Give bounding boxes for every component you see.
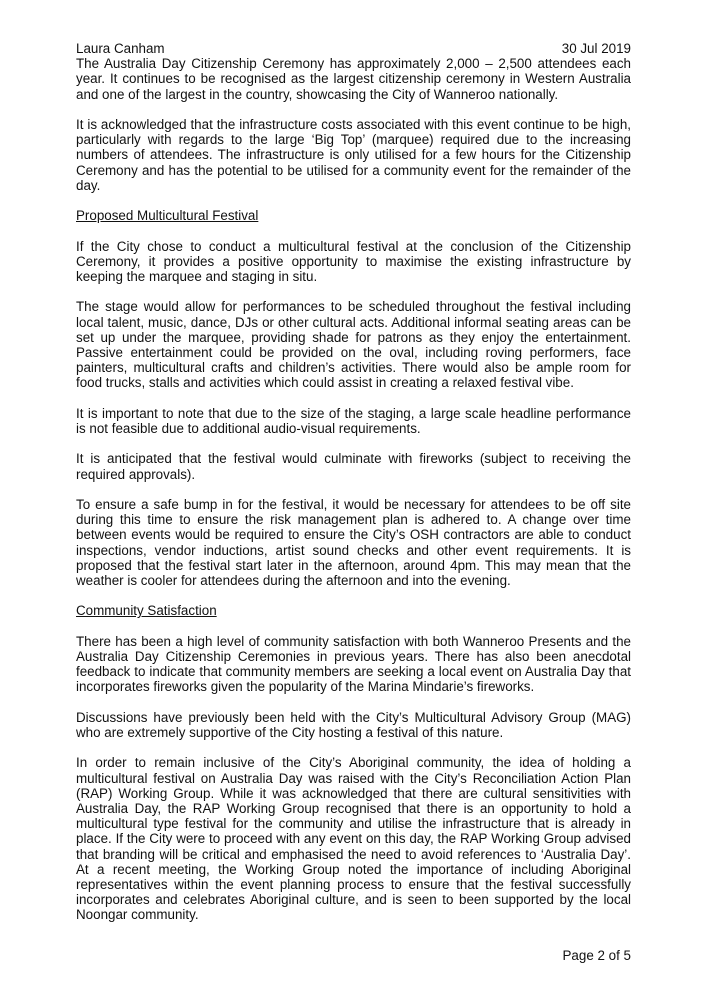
paragraph-fireworks: It is anticipated that the festival would culminate with fireworks (subject to receiving the required approvals).	[76, 451, 631, 482]
paragraph-festival-opportunity: If the City chose to conduct a multicultural festival at the conclusion of the Citizenship Ceremony, it provides a positive opportunity to maximise the existing infrastructure by keeping the marquee and staging in situ.	[76, 238, 631, 284]
page-header	[76, 41, 631, 56]
paragraph-multicultural-advisory-group: Discussions have previously been held with the City’s Multicultural Advisory Group (MAG) who are extremely supportive of the City hosting a festival of this nature.	[76, 709, 631, 740]
paragraph-infrastructure-costs: It is acknowledged that the infrastructure costs associated with this event continue to be high, particularly with regards to the large ‘Big Top’ (marquee) required due to the increasing numbers of attendees. The infrastructure is only utilised for a few hours for the Citizenship Ceremony and has the potential to be utilised for a community event for the remainder of the day.	[76, 117, 631, 193]
section-heading-multicultural-festival: Proposed Multicultural Festival	[76, 208, 259, 224]
header-author: Laura Canham	[76, 41, 165, 56]
document-page	[76, 41, 631, 938]
page-number: Page 2 of 5	[562, 948, 631, 963]
paragraph-bump-in: To ensure a safe bump in for the festival, it would be necessary for attendees to be off site during this time to ensure the risk management plan is adhered to. A change over time between events would be required to ensure the City’s OSH contractors are able to conduct inspections, vendor inductions, artist sound checks and other event requirements. It is proposed that the festival start later in the afternoon, around 4pm. This may mean that the weather is cooler for attendees during the afternoon and into the evening.	[76, 496, 631, 588]
paragraph-attendance: The Australia Day Citizenship Ceremony has approximately 2,000 – 2,500 attendees each year. It continues to be recognised as the largest citizenship ceremony in Western Australia and one of the largest in the country, showcasing the City of Wanneroo nationally.	[76, 56, 631, 102]
paragraph-headline-performance: It is important to note that due to the size of the staging, a large scale headline performance is not feasible due to additional audio-visual requirements.	[76, 405, 631, 436]
header-date: 30 Jul 2019	[561, 41, 631, 56]
section-heading-community-satisfaction: Community Satisfaction	[76, 603, 217, 619]
paragraph-aboriginal-community: In order to remain inclusive of the City’s Aboriginal community, the idea of holding a multicultural festival on Australia Day was raised with the City’s Reconciliation Action Plan (RAP) Working Group. While it was acknowledged that there are cultural sensitivities with Australia Day, the RAP Working Group recognised that there is an opportunity to hold a multicultural type festival for the community and utilise the infrastructure that is already in place. If the City were to proceed with any event on this day, the RAP Working Group advised that branding will be critical and emphasised the need to avoid references to ‘Australia Day’. At a recent meeting, the Working Group noted the importance of including Aboriginal representatives within the event planning process to ensure that the festival successfully incorporates and celebrates Aboriginal culture, and is seen to been supported by the local Noongar community.	[76, 755, 631, 923]
paragraph-community-satisfaction: There has been a high level of community satisfaction with both Wanneroo Presents and the Australia Day Citizenship Ceremonies in previous years. There has also been anecdotal feedback to indicate that community members are seeking a local event on Australia Day that incorporates fireworks given the popularity of the Marina Mindarie’s fireworks.	[76, 633, 631, 695]
paragraph-stage-performances: The stage would allow for performances to be scheduled throughout the festival including local talent, music, dance, DJs or other cultural acts. Additional informal seating areas can be set up under the marquee, providing shade for patrons as they enjoy the entertainment. Passive entertainment could be provided on the oval, including roving performers, face painters, multicultural crafts and children’s activities. There would also be ample room for food trucks, stalls and activities which could assist in creating a relaxed festival vibe.	[76, 299, 631, 391]
